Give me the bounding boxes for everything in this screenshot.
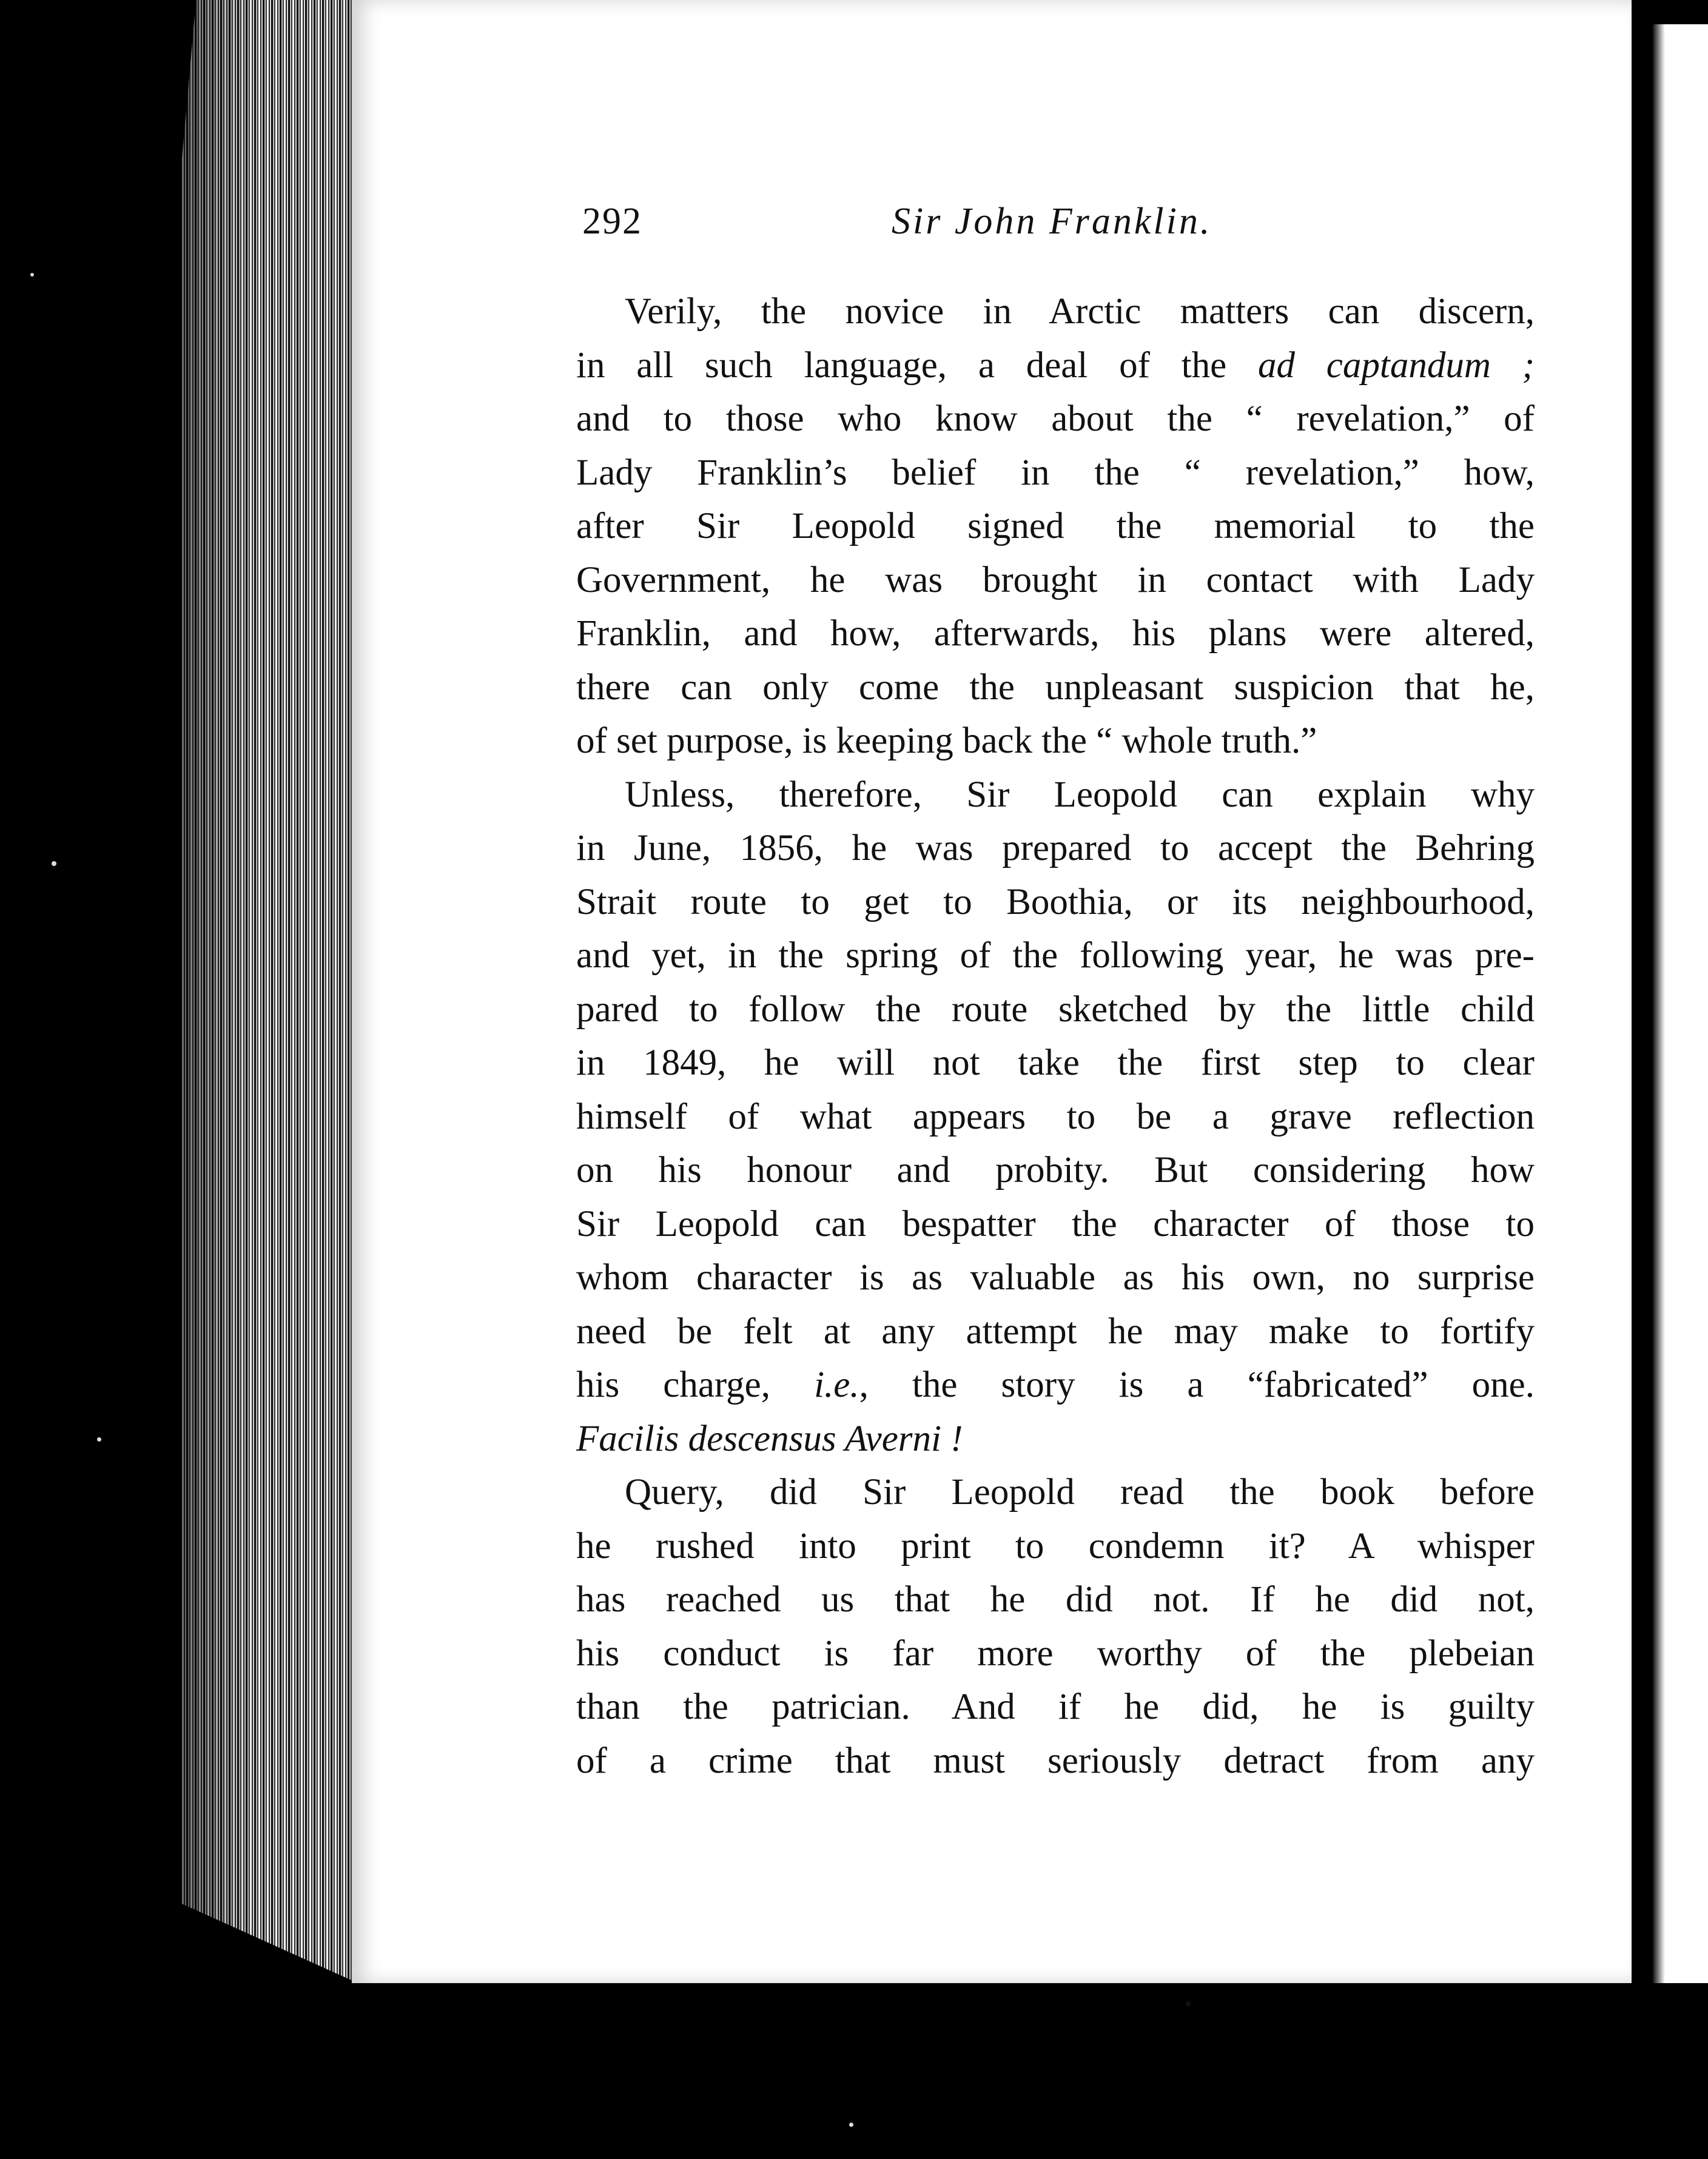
text-line: in 1849, he will not take the first step to clear <box>576 1043 1535 1083</box>
text-line: there can only come the unpleasant suspicion that he, <box>576 667 1535 708</box>
text-line: Query, did Sir Leopold read the book before <box>625 1472 1535 1513</box>
page-speck <box>1186 2001 1191 2006</box>
text-line: after Sir Leopold signed the memorial to the <box>576 506 1535 546</box>
text-line: and to those who know about the “ revelation,” of <box>576 398 1535 439</box>
text-line: in June, 1856, he was prepared to accept the Behring <box>576 828 1535 868</box>
page-number: 292 <box>582 201 642 242</box>
text-line: himself of what appears to be a grave reflection <box>576 1096 1535 1137</box>
text-line: he rushed into print to condemn it? A whisper <box>576 1525 1535 1566</box>
text-line <box>576 339 1535 393</box>
text-segment: his charge, <box>576 1365 770 1405</box>
text-line: has reached us that he did not. If he did not, <box>576 1579 1535 1620</box>
text-line: Unless, therefore, Sir Leopold can explain why <box>625 774 1535 815</box>
scan-speck <box>849 2123 853 2127</box>
text-line: and yet, in the spring of the following year, he was pre- <box>576 935 1535 976</box>
running-head <box>582 200 1249 255</box>
text-line: Lady Franklin’s belief in the “ revelation,” how, <box>576 452 1535 493</box>
text-line: Government, he was brought in contact with Lady <box>576 559 1535 600</box>
scan-speck <box>52 861 56 866</box>
text-line: Verily, the novice in Arctic matters can discern, <box>625 291 1535 332</box>
running-title: Sir John Franklin. <box>892 201 1212 242</box>
scan-speck <box>30 273 34 277</box>
body-text <box>576 285 1535 1788</box>
facing-page-edge <box>1653 24 1708 1983</box>
italic-abbreviation: i.e. <box>814 1365 859 1405</box>
text-line: his conduct is far more worthy of the plebeian <box>576 1633 1535 1674</box>
latin-quotation: Facilis descensus Averni ! <box>576 1418 963 1459</box>
text-line: pared to follow the route sketched by the little child <box>576 989 1535 1030</box>
text-segment: , the story is a “fabricated” one. <box>859 1365 1535 1405</box>
scan-speck <box>97 1437 101 1442</box>
text-line: Franklin, and how, afterwards, his plans were altered, <box>576 613 1535 654</box>
text-line: on his honour and probity. But considering how <box>576 1150 1535 1190</box>
text-line <box>576 1358 1535 1412</box>
page-edges-shadow <box>182 0 255 1983</box>
text-line: of a crime that must seriously detract from any <box>576 1740 1535 1781</box>
italic-phrase: ad captandum ; <box>1258 344 1535 386</box>
text-line: need be felt at any attempt he may make to fortify <box>576 1311 1535 1352</box>
text-line: whom character is as valuable as his own, no surprise <box>576 1257 1535 1298</box>
text-line: than the patrician. And if he did, he is guilty <box>576 1687 1535 1727</box>
text-line: Strait route to get to Boothia, or its neighbourhood, <box>576 881 1535 922</box>
text-segment: in all such language, a deal of the <box>576 344 1227 386</box>
text-line: of set purpose, is keeping back the “ whole truth.” <box>576 720 1317 761</box>
text-line: Sir Leopold can bespatter the character of those to <box>576 1203 1535 1244</box>
